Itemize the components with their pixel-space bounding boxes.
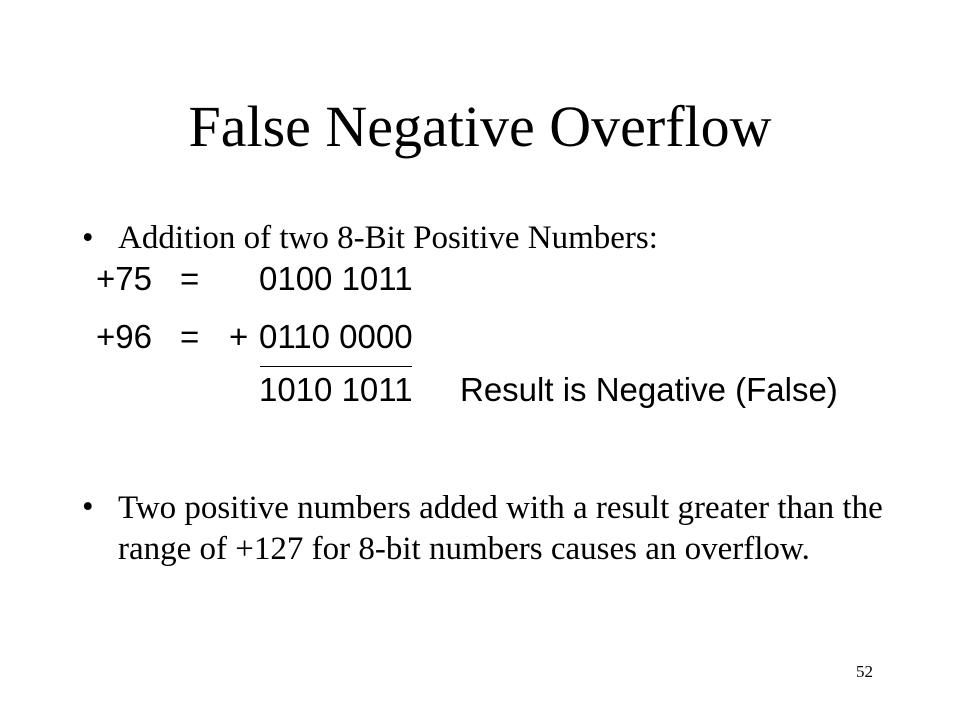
equals-sign-2: = xyxy=(180,318,200,355)
plus-sign-2: + xyxy=(229,318,249,355)
bullet-marker-1: • xyxy=(82,220,94,256)
bullet-text-1: Addition of two 8-Bit Positive Numbers: xyxy=(118,220,658,256)
result-note: Result is Negative (False) xyxy=(460,371,838,408)
binary-result: 1010 1011 xyxy=(259,371,413,408)
equals-sign-1: = xyxy=(180,260,200,297)
slide-number: 52 xyxy=(856,662,873,681)
slide-title: False Negative Overflow xyxy=(188,94,772,159)
bullet-text-2: Two positive numbers added with a result greater than the range of +127 for 8-bit numbers causes an overflow. xyxy=(118,490,883,567)
binary-2: 0110 0000 xyxy=(259,318,413,355)
bullet-marker-2: • xyxy=(82,489,94,525)
operand-2: +96 xyxy=(96,318,152,355)
sum-rule xyxy=(260,366,412,367)
operand-1: +75 xyxy=(96,260,152,297)
binary-1: 0100 1011 xyxy=(259,260,413,297)
